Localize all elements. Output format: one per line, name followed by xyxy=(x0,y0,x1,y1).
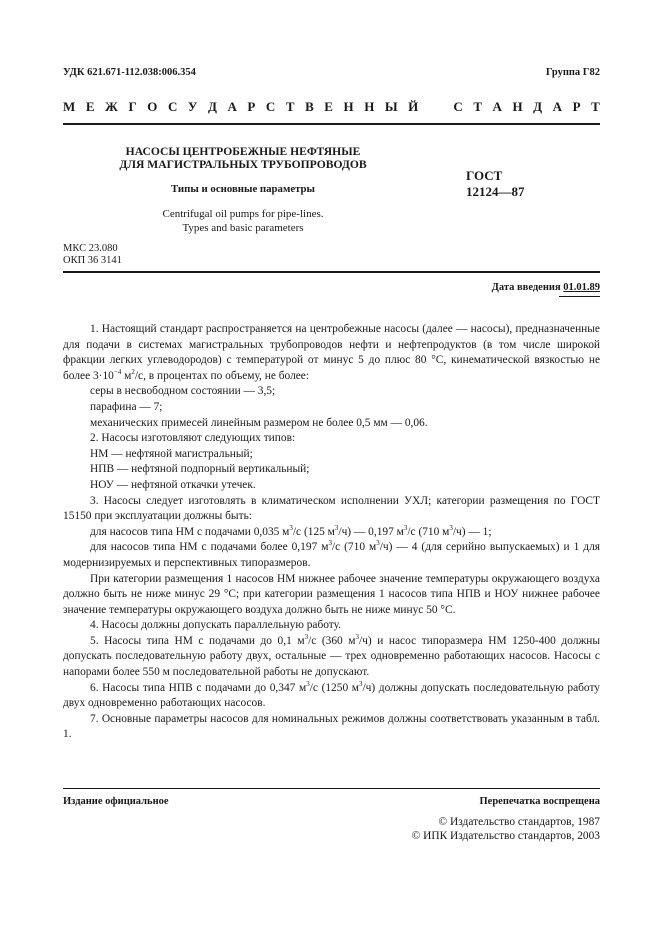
banner-letter: У xyxy=(187,99,198,114)
banner-letter: Й xyxy=(408,99,419,114)
banner-letter: Ж xyxy=(105,99,118,114)
limit-sulfur: серы в несвободном состоянии — 3,5; xyxy=(90,385,276,398)
header-rule xyxy=(63,123,600,125)
limit-paraffin: парафина — 7; xyxy=(90,400,163,413)
clause-3-note: При категории размещения 1 насосов НМ нижнее рабочее значение температуры окружающего воздуха должно быть не ниже минус 29 °С; при категории размещения 1 насосов типа НПВ и НОУ нижнее рабочее значение температуры окружающего воздуха должно быть не ниже минус 50 °С. xyxy=(63,572,600,616)
banner-letter: С xyxy=(265,99,276,114)
banner-letter: Н xyxy=(364,99,375,114)
subtitle: Типы и основные параметры xyxy=(171,183,315,195)
type-npv: НПВ — нефтяной подпорный вертикальный; xyxy=(90,463,310,476)
footer-rule xyxy=(63,788,600,789)
gost-number: 12124—87 xyxy=(466,184,525,199)
banner-letter: Т xyxy=(473,99,482,114)
banner-letter: С xyxy=(453,99,463,114)
title-rule xyxy=(63,271,600,273)
clause-3-line-1: для насосов типа НМ с подачами 0,035 $м^3/с$ (125 $м^3/ч$) — 0,197 $м^3/с$ (710 $м^3/ч$) — 1; xyxy=(90,523,492,538)
banner-letter: В xyxy=(305,99,314,114)
intro-date-value: 01.01.89 xyxy=(563,282,600,293)
mks-code: МКС 23.080 xyxy=(63,243,118,254)
banner-gap xyxy=(429,99,443,113)
english-title-line-2: Types and basic parameters xyxy=(182,222,304,234)
gost-designation xyxy=(466,168,525,200)
standard-banner xyxy=(63,99,600,113)
banner-letter: Д xyxy=(533,99,543,114)
banner-letter: О xyxy=(147,99,158,114)
body-text xyxy=(63,322,600,743)
clause-4: 4. Насосы должны допускать параллельную работу. xyxy=(90,619,342,632)
clause-6: 6. Насосы типа НПВ с подачами до 0,347 $м^3/с$ (1250 $м^3/ч$) должны допускать последовательную работу двух одновременно работающих насосов. xyxy=(63,679,600,710)
date-underline xyxy=(559,296,600,297)
clause-3-line-2: для насосов типа НМ с подачами более 0,197 $м^3/с$ (710 $м^3/ч$) — 4 (для серийно выпускаемых) и 1 для модернизируемых и перспективных типоразмеров. xyxy=(63,539,600,569)
banner-letter: Ы xyxy=(384,99,398,114)
classification xyxy=(63,243,122,267)
banner-letter: Р xyxy=(247,99,256,114)
title-line-1: НАСОСЫ ЦЕНТРОБЕЖНЫЕ НЕФТЯНЫЕ xyxy=(125,145,361,158)
clause-7: 7. Основные параметры насосов для номинальных режимов должны соответствовать указанным в табл. 1. xyxy=(63,712,600,741)
udk-code: УДК 621.671-112.038:006.354 xyxy=(63,67,196,78)
reprint-notice: Перепечатка воспрещена xyxy=(479,796,600,807)
banner-letter: Г xyxy=(128,99,137,114)
banner-letter: Е xyxy=(324,99,333,114)
banner-letter: Н xyxy=(512,99,523,114)
type-nm: НМ — нефтяной магистральный; xyxy=(90,447,253,460)
copyright-block xyxy=(412,815,600,843)
banner-letter: Е xyxy=(85,99,95,114)
copyright-2003: © ИПК Издательство стандартов, 2003 xyxy=(411,830,600,842)
type-nou: НОУ — нефтяной откачки утечек. xyxy=(90,478,256,491)
banner-letter: Т xyxy=(591,99,600,114)
banner-letter: А xyxy=(492,99,502,114)
title-line-2: ДЛЯ МАГИСТРАЛЬНЫХ ТРУБОПРОВОДОВ xyxy=(119,158,367,171)
english-title xyxy=(63,207,423,235)
intro-date xyxy=(492,282,600,293)
banner-letter: Т xyxy=(285,99,295,114)
banner-letter: Д xyxy=(207,99,217,114)
official-edition: Издание официальное xyxy=(63,796,169,807)
banner-letter: М xyxy=(63,99,76,114)
gost-label: ГОСТ xyxy=(466,168,503,183)
copyright-1987: © Издательство стандартов, 1987 xyxy=(438,816,600,828)
clause-1: 1. Настоящий стандарт распространяется на центробежные насосы (далее — насосы), предназначенные для подачи в системах магистральных трубопроводов нефти и нефтепродуктов (в том числе широкой фракции легких углеводородов) с температурой от минус 5 до плюс 80 °С, кинематической вязкостью не более $3\cdot 10^{-4}$ $м^2/с$, в процентах по объему, не более: xyxy=(63,323,600,382)
banner-letter: А xyxy=(227,99,237,114)
intro-date-label: Дата введения xyxy=(491,282,561,293)
banner-letter: С xyxy=(167,99,178,114)
limit-mechanical: механических примесей линейным размером не более 0,5 мм — 0,06. xyxy=(90,416,428,429)
clause-5: 5. Насосы типа НМ с подачами до 0,1 $м^3/с$ (360 $м^3/ч$) и насос типоразмера НМ 1250-400 должны допускать последовательную работу двух, остальные — трех одновременно работающих насосов. Насосы с напорами более 550 м последовательной работы не допускают. xyxy=(63,633,600,679)
title-block xyxy=(63,145,423,171)
english-title-line-1: Centrifugal oil pumps for pipe-lines. xyxy=(162,208,324,220)
banner-letter: Р xyxy=(572,99,581,114)
banner-letter: А xyxy=(552,99,563,114)
banner-letter: Н xyxy=(343,99,354,114)
clause-2: 2. Насосы изготовляют следующих типов: xyxy=(90,432,296,445)
group-code: Группа Г82 xyxy=(545,67,600,78)
okp-code: ОКП 36 3141 xyxy=(63,255,122,266)
clause-3: 3. Насосы следует изготовлять в климатическом исполнении УХЛ; категории размещения по ГОСТ 15150 при эксплуатации должны быть: xyxy=(63,494,600,523)
